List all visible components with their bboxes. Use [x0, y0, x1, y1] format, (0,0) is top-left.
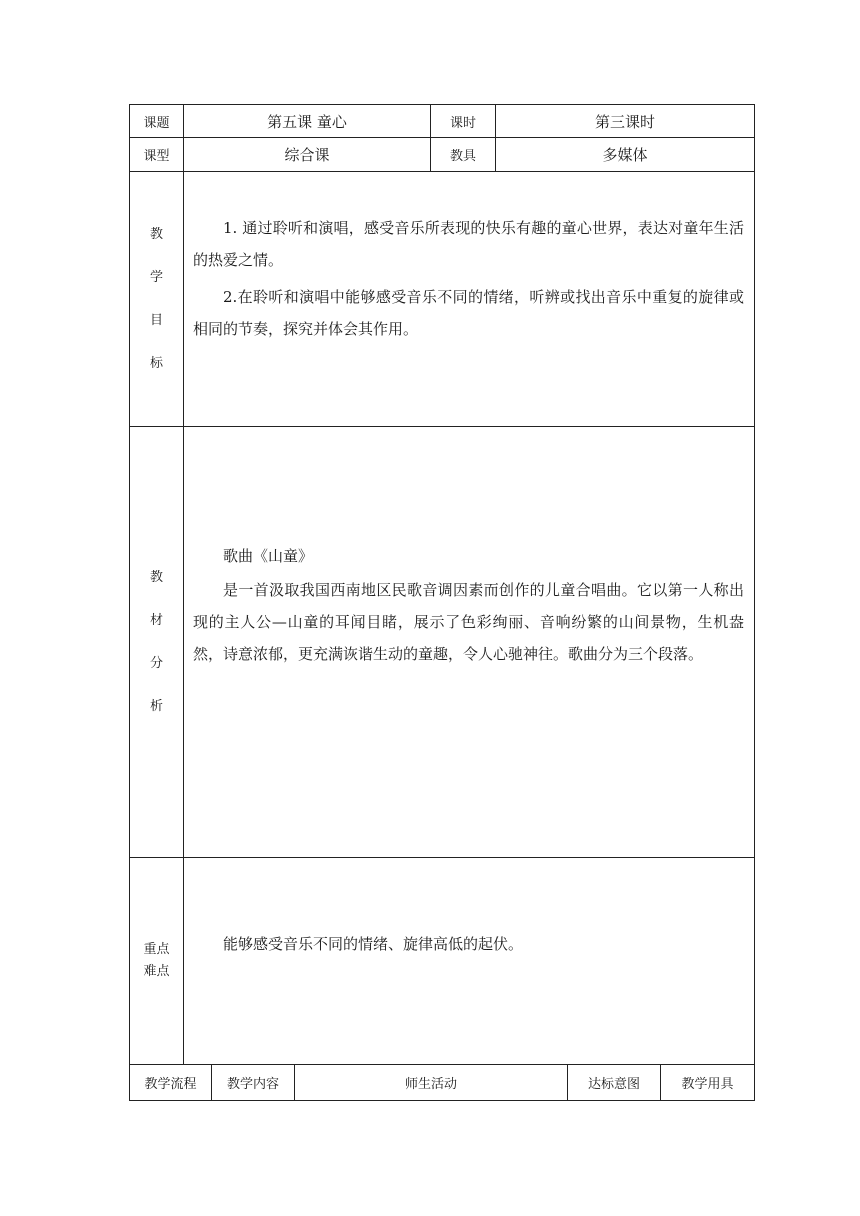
process-header-row: [130, 1065, 754, 1100]
key-points-row: [130, 858, 754, 1065]
process-col-activity: 师生活动: [295, 1065, 568, 1100]
process-col-content: 教学内容: [212, 1065, 295, 1100]
key-points-content: [184, 858, 754, 1064]
objectives-label-char: 学: [149, 270, 163, 285]
key-points-label: [130, 858, 184, 1064]
process-col-tools: 教学用具: [681, 1077, 734, 1092]
objective-item: 2.在聆听和演唱中能够感受音乐不同的情绪，听辨或找出音乐中重复的旋律或相同的节奏，探究并体会其作用。: [193, 288, 744, 338]
analysis-title: 歌曲《山童》: [223, 547, 314, 565]
process-col-goal: 达标意图: [568, 1065, 661, 1100]
type-value: 综合课: [184, 138, 431, 171]
analysis-label-char: 材: [149, 613, 163, 628]
analysis-row: [130, 427, 754, 858]
topic-value: 第五课 童心: [184, 105, 431, 137]
objectives-label: [130, 172, 184, 426]
objectives-label-char: 目: [149, 313, 163, 328]
key-points-label-line: 难点: [143, 964, 170, 979]
key-points-text: 能够感受音乐不同的情绪、旋律高低的起伏。: [223, 935, 524, 953]
objectives-label-char: 标: [149, 356, 163, 371]
type-label: 课型: [130, 138, 184, 171]
period-value: 第三课时: [594, 112, 655, 131]
analysis-label-char: 分: [149, 656, 163, 671]
tools-label: 教具: [431, 138, 496, 171]
topic-row: [130, 105, 754, 138]
analysis-label: [130, 427, 184, 857]
objectives-row: [130, 172, 754, 427]
analysis-content: [184, 427, 754, 857]
period-label: 课时: [431, 105, 496, 137]
analysis-body: 是一首汲取我国西南地区民歌音调因素而创作的儿童合唱曲。它以第一人称出现的主人公—山童的耳闻目睹，展示了色彩绚丽、音响纷繁的山间景物，生机盎然，诗意浓郁，更充满诙谐生动的童趣，令人心驰神往。歌曲分为三个段落。: [193, 581, 744, 663]
process-col-flow: 教学流程: [130, 1065, 212, 1100]
type-row: [130, 138, 754, 172]
tools-value: 多媒体: [602, 146, 648, 164]
objectives-label-char: 教: [149, 227, 163, 242]
key-points-label-line: 重点: [143, 942, 170, 957]
analysis-label-char: 教: [149, 570, 163, 585]
analysis-label-char: 析: [149, 699, 163, 714]
lesson-plan-table: [129, 104, 755, 1101]
objectives-content: [184, 172, 754, 426]
topic-label: 课题: [130, 105, 184, 137]
objective-item: 1. 通过聆听和演唱，感受音乐所表现的快乐有趣的童心世界，表达对童年生活的热爱之情。: [193, 219, 744, 269]
